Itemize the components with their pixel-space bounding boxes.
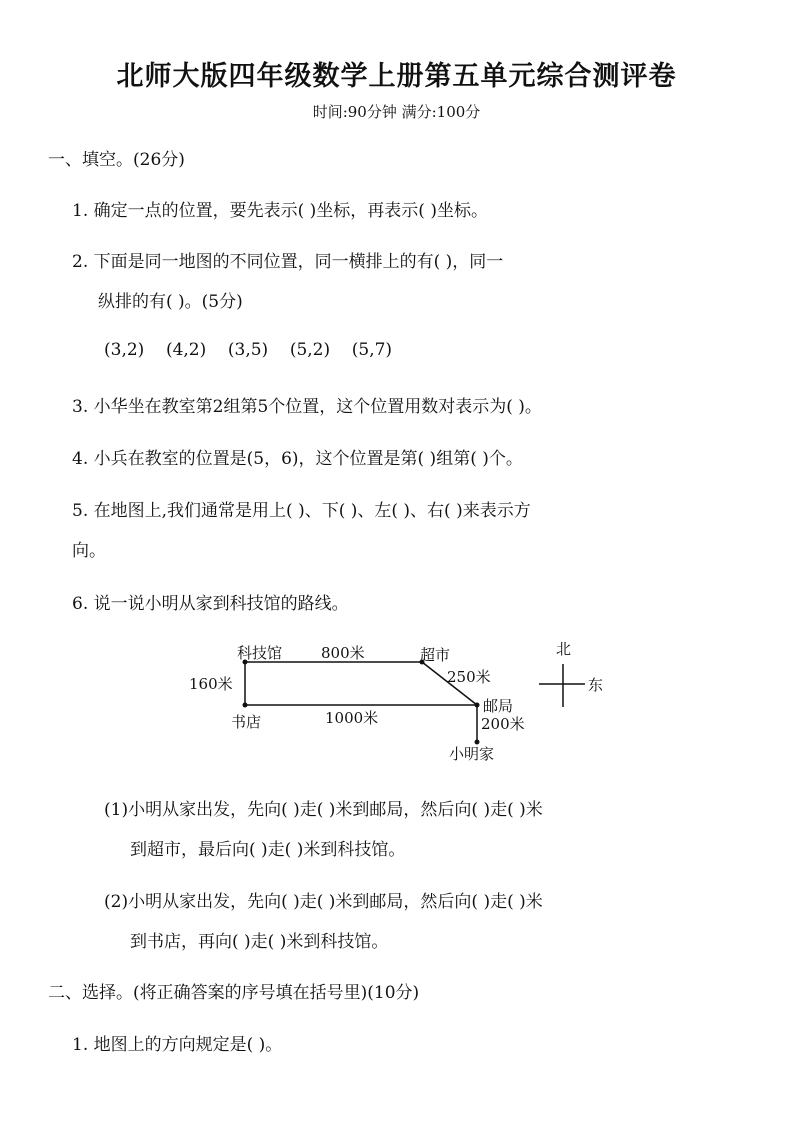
question-1-6-2-line1: (2)小明从家出发，先向( )走( )米到邮局，然后向( )走( )米 bbox=[104, 892, 543, 912]
route-map bbox=[185, 632, 625, 772]
question-2-1: 1. 地图上的方向规定是( )。 bbox=[72, 1035, 283, 1055]
label-home: 小明家 bbox=[449, 745, 495, 763]
question-1-6-1-line2: 到超市，最后向( )走( )米到科技馆。 bbox=[130, 840, 406, 860]
label-800m: 800米 bbox=[321, 644, 365, 662]
section-2-heading: 二、选择。(将正确答案的序号填在括号里)(10分) bbox=[48, 983, 420, 1003]
page-title: 北师大版四年级数学上册第五单元综合测评卷 bbox=[116, 61, 677, 92]
section-1-heading: 一、填空。(26分) bbox=[48, 150, 185, 170]
compass-east-label: 东 bbox=[588, 676, 604, 694]
compass bbox=[539, 640, 603, 707]
coordinate-point: (3,5) bbox=[227, 340, 269, 360]
label-shudian: 书店 bbox=[231, 713, 262, 731]
coordinate-point: (3,2) bbox=[104, 340, 145, 360]
question-1-1: 1. 确定一点的位置，要先表示( )坐标，再表示( )坐标。 bbox=[72, 201, 488, 221]
question-1-2-line2: 纵排的有( )。(5分) bbox=[98, 292, 243, 312]
coordinate-point: (5,7) bbox=[351, 340, 393, 360]
label-200m: 200米 bbox=[481, 715, 525, 733]
question-1-5-line2: 向。 bbox=[72, 541, 106, 561]
question-1-6-1-line1: (1)小明从家出发，先向( )走( )米到邮局，然后向( )走( )米 bbox=[104, 800, 543, 820]
point-shudian bbox=[243, 703, 248, 708]
label-160m: 160米 bbox=[189, 675, 233, 693]
question-1-6-2-line2: 到书店，再向( )走( )米到科技馆。 bbox=[130, 932, 389, 952]
question-1-6: 6. 说一说小明从家到科技馆的路线。 bbox=[72, 594, 349, 614]
label-youju: 邮局 bbox=[483, 697, 514, 715]
label-kejiguan: 科技馆 bbox=[237, 644, 283, 662]
compass-north-label: 北 bbox=[556, 640, 572, 658]
label-250m: 250米 bbox=[447, 668, 491, 686]
point-home bbox=[475, 740, 480, 745]
coordinate-point: (5,2) bbox=[289, 340, 331, 360]
question-1-3: 3. 小华坐在教室第2组第5个位置，这个位置用数对表示为( )。 bbox=[72, 397, 542, 417]
question-1-4: 4. 小兵在教室的位置是(5，6)，这个位置是第( )组第( )个。 bbox=[72, 449, 523, 469]
question-1-5-line1: 5. 在地图上,我们通常是用上( )、下( )、左( )、右( )来表示方 bbox=[72, 501, 531, 521]
label-1000m: 1000米 bbox=[325, 709, 379, 727]
question-1-2-line1: 2. 下面是同一地图的不同位置，同一横排上的有( )，同一 bbox=[72, 252, 504, 272]
label-chaoshi: 超市 bbox=[420, 646, 451, 664]
coordinate-list bbox=[104, 340, 392, 360]
coordinate-point: (4,2) bbox=[165, 340, 207, 360]
point-youju bbox=[475, 703, 480, 708]
exam-info: 时间:90分钟 满分:100分 bbox=[312, 103, 481, 121]
